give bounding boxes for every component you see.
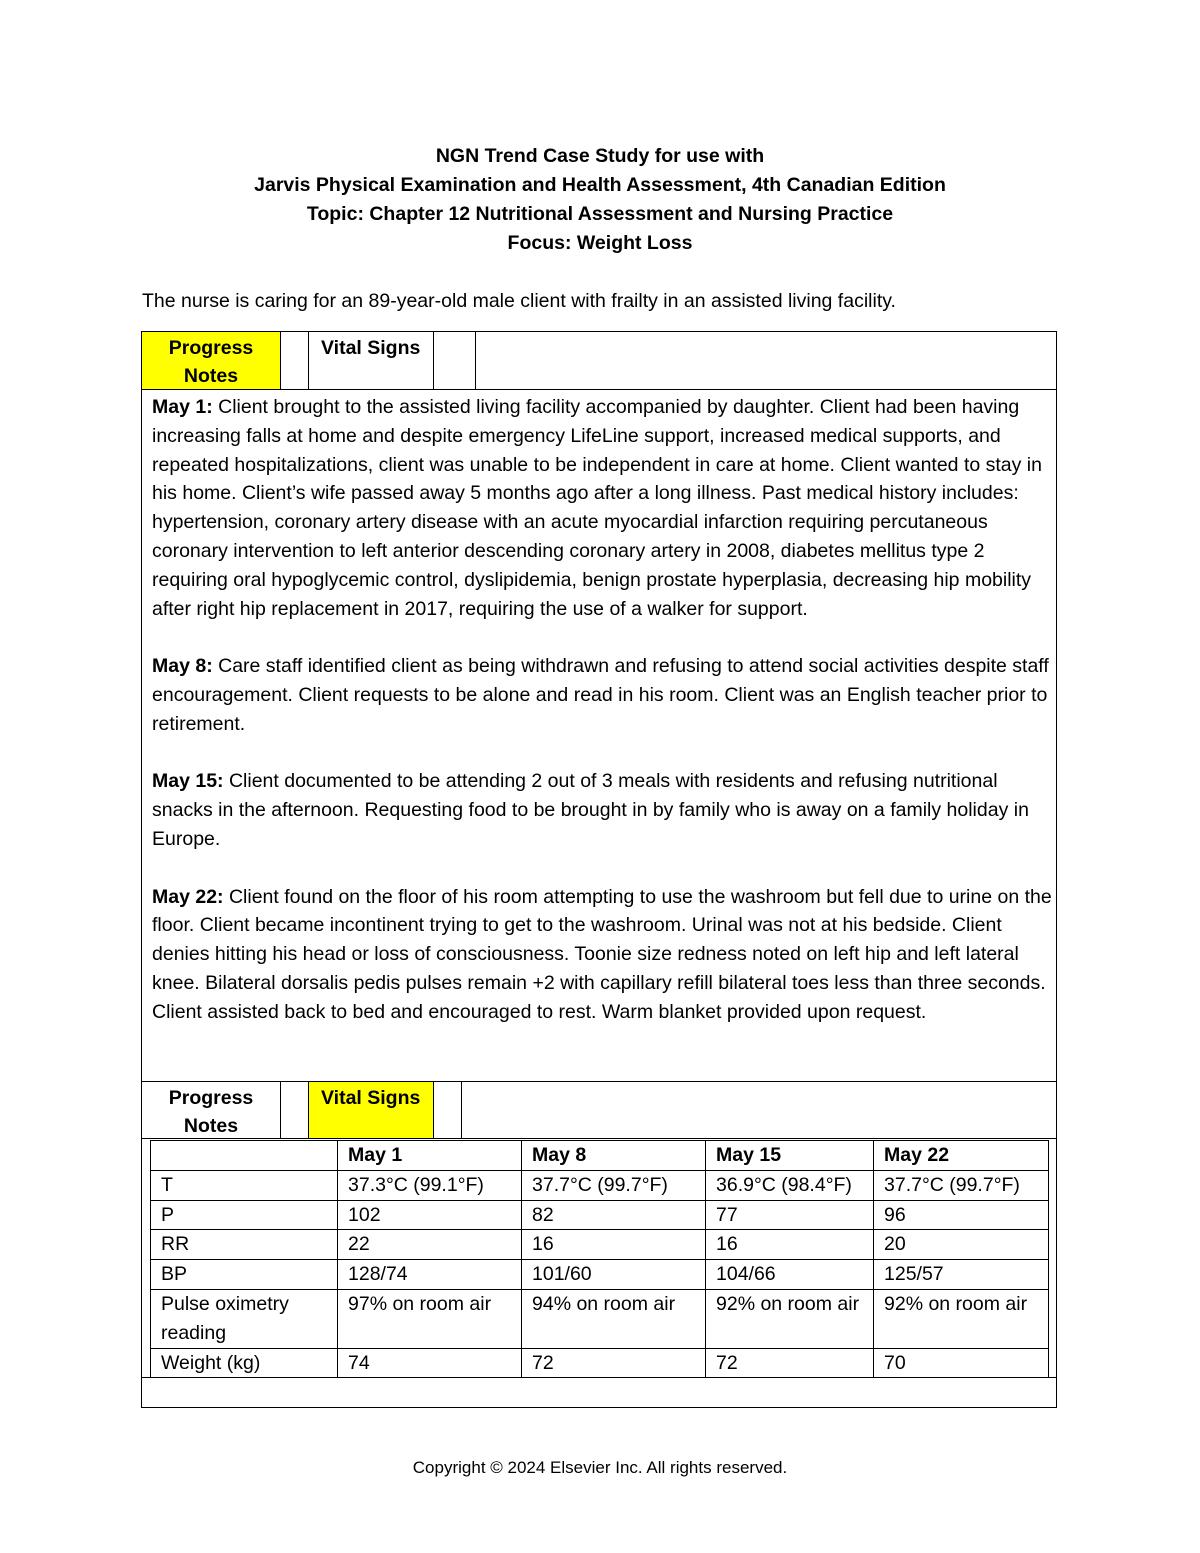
row-label: Pulse oximetry reading bbox=[151, 1289, 338, 1348]
table-cell: 128/74 bbox=[338, 1260, 522, 1290]
tab-vital-signs[interactable]: Vital Signs bbox=[309, 332, 434, 389]
column-header: May 15 bbox=[706, 1141, 874, 1171]
table-row bbox=[151, 1289, 1049, 1348]
note-entry bbox=[152, 652, 1052, 738]
note-text: Client brought to the assisted living facility accompanied by daughter. Client had been having increasing falls at home and despite emergency LifeLine support, increased medical supports, and repeated hospitalizations, client was unable to be independent in care at home. Client wanted to stay in his home. Client’s wife passed away 5 months ago after a long illness. Past medical history includes: hypertension, coronary artery disease with an acute myocardial infarction requiring percutaneous coronary intervention to left anterior descending coronary artery in 2008, diabetes mellitus type 2 requiring oral hypoglycemic control, dyslipidemia, benign prostate hyperplasia, decreasing hip mobility after right hip replacement in 2017, requiring the use of a walker for support. bbox=[152, 396, 1042, 620]
table-cell: 37.7°C (99.7°F) bbox=[522, 1170, 706, 1200]
table-row bbox=[151, 1348, 1049, 1378]
table-row bbox=[151, 1260, 1049, 1290]
note-text: Care staff identified client as being withdrawn and refusing to attend social activities despite staff encouragement. Client requests to be alone and read in his room. Client was an English teacher prior to retirement. bbox=[152, 655, 1049, 735]
note-date: May 22: bbox=[152, 885, 224, 908]
table-cell: 72 bbox=[522, 1348, 706, 1378]
tab-spacer bbox=[281, 1082, 309, 1138]
tab-row-bottom bbox=[142, 1081, 1056, 1139]
document-header bbox=[0, 142, 1200, 258]
table-cell: 102 bbox=[338, 1200, 522, 1230]
row-label: P bbox=[151, 1200, 338, 1230]
table-cell: 20 bbox=[874, 1230, 1049, 1260]
note-text: Client documented to be attending 2 out of 3 meals with residents and refusing nutritional snacks in the afternoon. Requesting food to be brought in by family who is away on a family holiday in Europe. bbox=[152, 770, 1029, 850]
table-cell: 70 bbox=[874, 1348, 1049, 1378]
header-line-1: NGN Trend Case Study for use with bbox=[435, 145, 765, 167]
column-header: May 8 bbox=[522, 1141, 706, 1171]
note-text: Client found on the floor of his room attempting to use the washroom but fell due to urine on the floor. Client became incontinent trying to get to the washroom. Urinal was not at his bedside. Client denies hitting his head or loss of consciousness. Toonie size redness noted on left hip and left lateral knee. Bilateral dorsalis pedis pulses remain +2 with capillary refill bilateral toes less than three seconds. Client assisted back to bed and encouraged to rest. Warm blanket provided upon request. bbox=[152, 885, 1052, 1023]
tab-spacer bbox=[281, 332, 309, 389]
vital-signs-table bbox=[150, 1140, 1049, 1378]
table-cell: 36.9°C (98.4°F) bbox=[706, 1170, 874, 1200]
table-cell: 22 bbox=[338, 1230, 522, 1260]
table-cell: 97% on room air bbox=[338, 1289, 522, 1348]
column-header: May 22 bbox=[874, 1141, 1049, 1171]
note-date: May 15: bbox=[152, 770, 224, 793]
table-row bbox=[151, 1170, 1049, 1200]
table-cell: 92% on room air bbox=[874, 1289, 1049, 1348]
note-entry bbox=[152, 883, 1052, 1027]
table-cell: 92% on room air bbox=[706, 1289, 874, 1348]
row-label: RR bbox=[151, 1230, 338, 1260]
header-line-4: Focus: Weight Loss bbox=[507, 232, 693, 254]
tab-spacer bbox=[434, 332, 476, 389]
table-cell: 16 bbox=[522, 1230, 706, 1260]
table-cell: 125/57 bbox=[874, 1260, 1049, 1290]
table-header-row bbox=[151, 1141, 1049, 1171]
table-row bbox=[151, 1200, 1049, 1230]
tab-spacer bbox=[434, 1082, 462, 1138]
header-line-2: Jarvis Physical Examination and Health Assessment, 4th Canadian Edition bbox=[254, 174, 946, 196]
table-cell: 82 bbox=[522, 1200, 706, 1230]
tab-vital-signs-2[interactable]: Vital Signs bbox=[309, 1082, 434, 1138]
row-label: BP bbox=[151, 1260, 338, 1290]
table-cell: 37.3°C (99.1°F) bbox=[338, 1170, 522, 1200]
column-header bbox=[151, 1141, 338, 1171]
note-date: May 8: bbox=[152, 655, 213, 678]
empty-bottom-row bbox=[142, 1377, 1056, 1378]
table-cell: 94% on room air bbox=[522, 1289, 706, 1348]
tab-progress-notes-2[interactable]: Progress Notes bbox=[142, 1082, 281, 1138]
table-row bbox=[151, 1230, 1049, 1260]
case-study-frame bbox=[141, 331, 1057, 1408]
header-line-3: Topic: Chapter 12 Nutritional Assessment and Nursing Practice bbox=[306, 203, 894, 225]
table-cell: 77 bbox=[706, 1200, 874, 1230]
note-entry bbox=[152, 767, 1052, 853]
table-cell: 72 bbox=[706, 1348, 874, 1378]
table-cell: 74 bbox=[338, 1348, 522, 1378]
tab-progress-notes[interactable]: Progress Notes bbox=[142, 332, 281, 389]
note-entry bbox=[152, 393, 1052, 623]
table-cell: 37.7°C (99.7°F) bbox=[874, 1170, 1049, 1200]
copyright-footer: Copyright © 2024 Elsevier Inc. All rights reserved. bbox=[412, 1458, 788, 1477]
table-cell: 104/66 bbox=[706, 1260, 874, 1290]
table-cell: 16 bbox=[706, 1230, 874, 1260]
intro-text: The nurse is caring for an 89-year-old male client with frailty in an assisted living facility. bbox=[142, 290, 896, 312]
note-date: May 1: bbox=[152, 396, 213, 418]
progress-notes-content bbox=[152, 393, 1052, 1027]
row-label: Weight (kg) bbox=[151, 1348, 338, 1378]
row-label: T bbox=[151, 1170, 338, 1200]
table-cell: 101/60 bbox=[522, 1260, 706, 1290]
column-header: May 1 bbox=[338, 1141, 522, 1171]
tab-row-top bbox=[142, 332, 1056, 390]
table-cell: 96 bbox=[874, 1200, 1049, 1230]
